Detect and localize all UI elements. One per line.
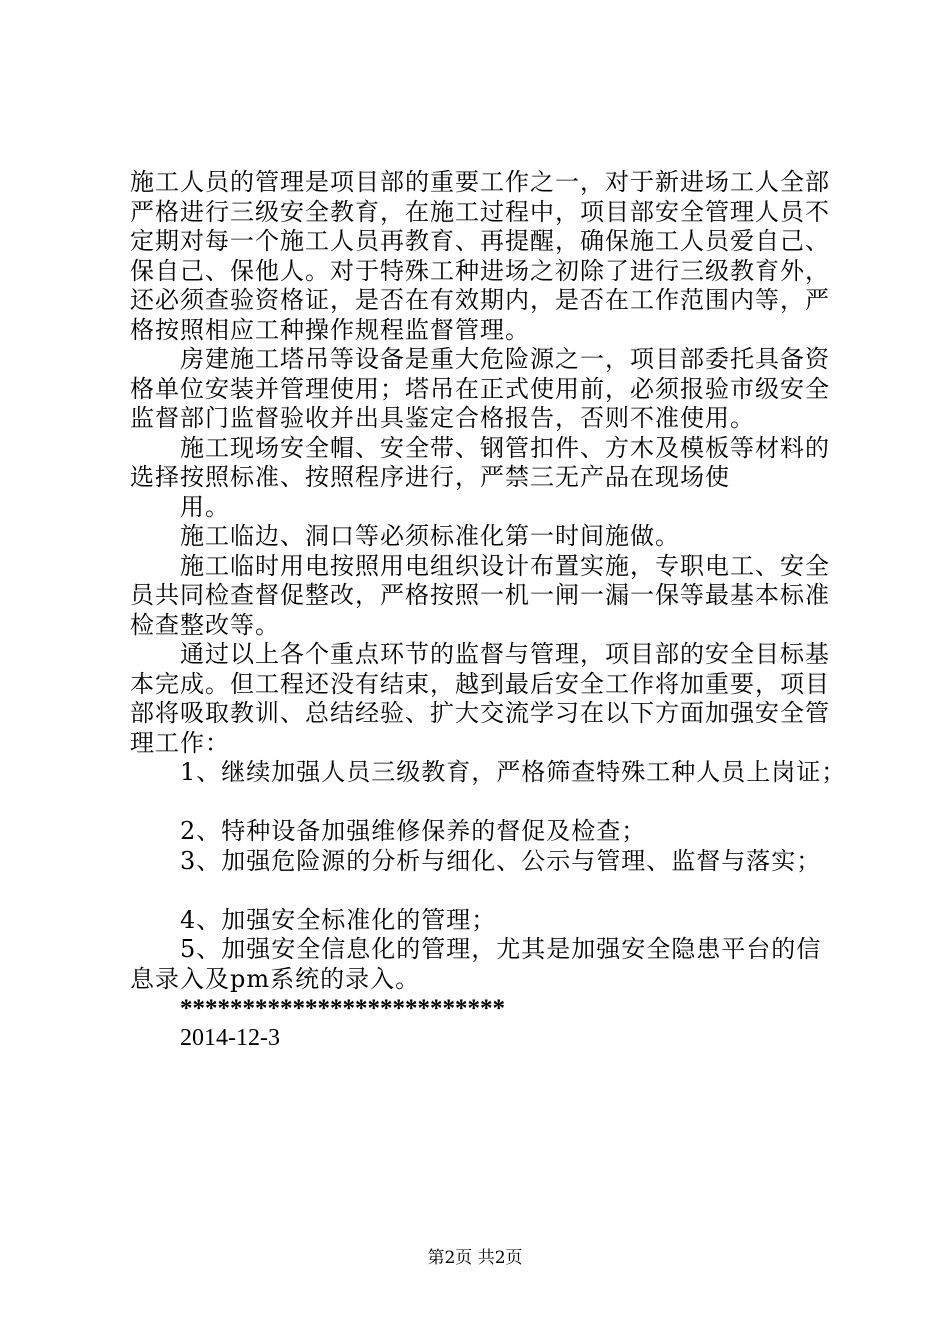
list-item-1: 1、继续加强人员三级教育，严格筛查特殊工种人员上岗证； (180, 758, 847, 786)
document-date: 2014-12-3 (180, 1024, 280, 1051)
spacer (130, 876, 830, 906)
separator-stars: ************************** (180, 995, 505, 1022)
paragraph-materials: 施工现场安全帽、安全带、钢管扣件、方木及模板等材料的选择按照标准、按照程序进行，严禁三无产品在现场使 (130, 433, 830, 491)
paragraph-edge-protection: 施工临边、洞口等必须标准化第一时间施做。 (180, 522, 680, 550)
list-item-2: 2、特种设备加强维修保养的督促及检查； (180, 817, 647, 845)
list-item-5: 5、加强安全信息化的管理，尤其是加强安全隐患平台的信息录入及pm系统的录入。 (130, 935, 822, 993)
document-body (130, 168, 847, 1053)
paragraph-worker-management: 施工人员的管理是项目部的重要工作之一，对于新进场工人全部严格进行三级安全教育，在施工过程中，项目部安全管理人员不定期对每一个施工人员再教育、再提醒，确保施工人员爱自己、保自己、保他人。对于特殊工种进场之初除了进行三级教育外，还必须查验资格证，是否在有效期内，是否在工作范围内等，严格按照相应工种操作规程监督管理。 (130, 168, 830, 344)
paragraph-tower-crane: 房建施工塔吊等设备是重大危险源之一，项目部委托具备资格单位安装并管理使用；塔吊在正式使用前，必须报验市级安全监督部门监督验收并出具鉴定合格报告，否则不准使用。 (130, 345, 830, 432)
paragraph-summary: 通过以上各个重点环节的监督与管理，项目部的安全目标基本完成。但工程还没有结束，越到最后安全工作将加重要，项目部将吸取教训、总结经验、扩大交流学习在以下方面加强安全管理工作： (130, 640, 830, 757)
spacer (130, 788, 830, 818)
paragraph-materials-continued: 用。 (180, 492, 230, 521)
list-item-4: 4、加强安全标准化的管理； (180, 905, 497, 934)
paragraph-temporary-power: 施工临时用电按照用电组织设计布置实施，专职电工、安全员共同检查督促整改，严格按照一机一闸一漏一保等最基本标准检查整改等。 (130, 551, 830, 639)
page-footer: 第2页 共2页 (427, 1248, 523, 1268)
list-item-3: 3、加强危险源的分析与细化、公示与管理、监督与落实； (180, 846, 822, 875)
